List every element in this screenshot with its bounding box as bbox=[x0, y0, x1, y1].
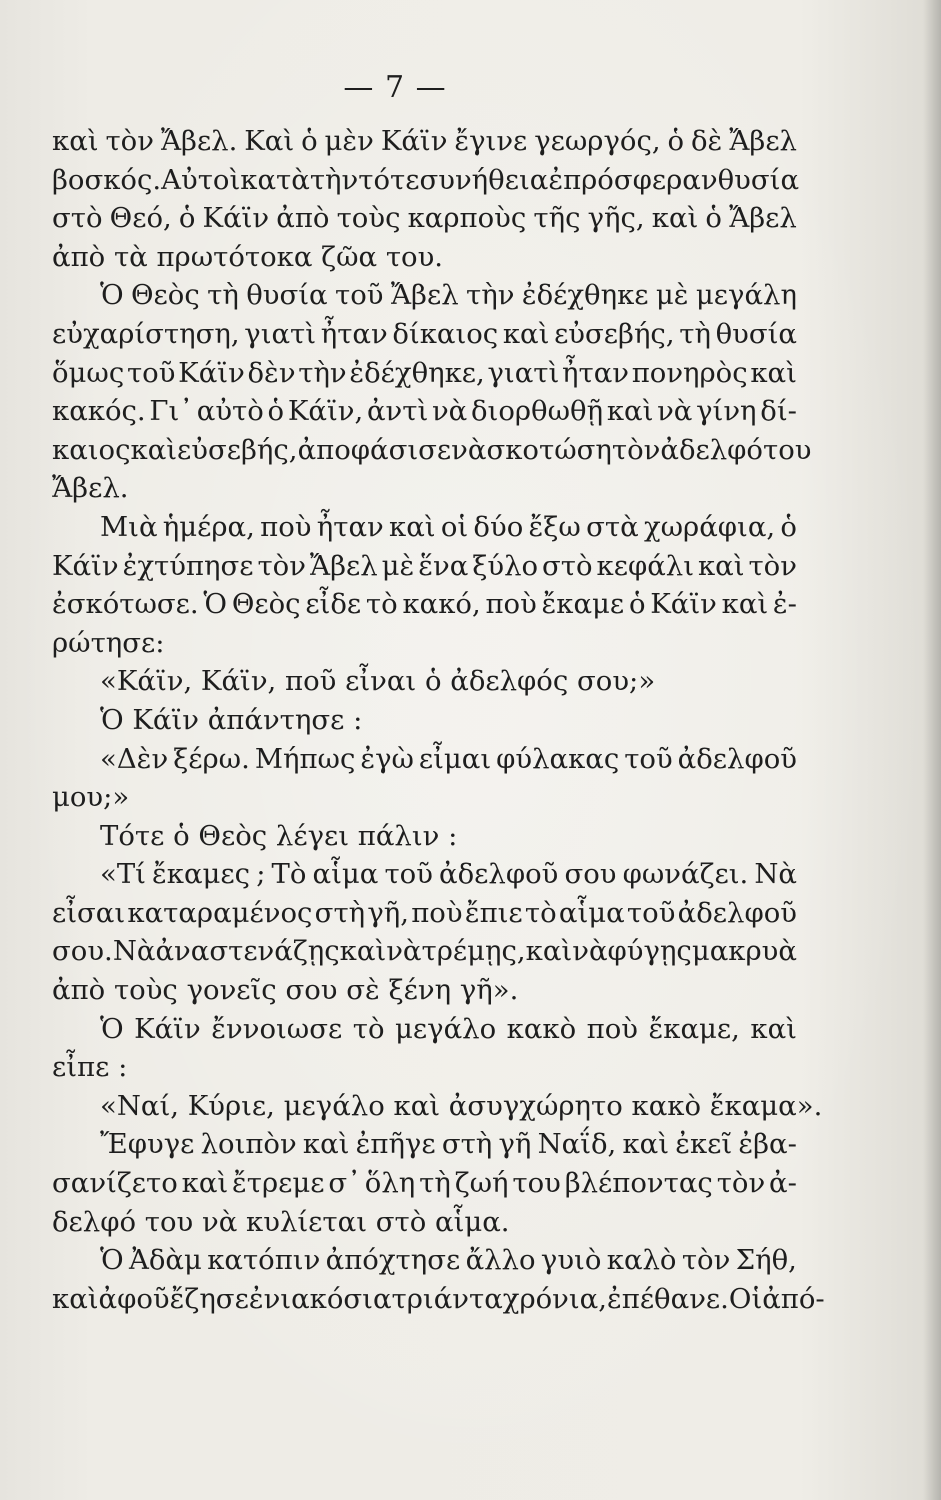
word: τριάντα bbox=[391, 1282, 503, 1315]
text-line-content: ἀπὸ τοὺς γονεῖς σου σὲ ξένη γῆ». bbox=[52, 974, 519, 1007]
word: Νὰ bbox=[754, 858, 797, 891]
page-edge-shadow bbox=[923, 0, 941, 1500]
word: καὶ bbox=[721, 588, 769, 621]
word: ἐπῆγε bbox=[355, 1128, 436, 1161]
word: Κάϊν bbox=[650, 588, 717, 621]
word: τὸν bbox=[257, 549, 306, 582]
word: ἀπὸ bbox=[276, 202, 330, 235]
word: Νὰ bbox=[112, 935, 156, 968]
word: ἐβα- bbox=[738, 1128, 797, 1161]
word: φωνάζει. bbox=[622, 858, 749, 891]
text-line bbox=[52, 1164, 797, 1203]
word: Κάϊν bbox=[178, 356, 245, 389]
word: Κάϊν bbox=[202, 202, 270, 235]
word: καὶ bbox=[181, 1167, 229, 1200]
word: νὰ bbox=[572, 935, 608, 968]
word: σκοτώση bbox=[486, 433, 612, 466]
word: γυιὸ bbox=[540, 1244, 602, 1277]
text-line bbox=[52, 1048, 797, 1087]
word: ἔπιε bbox=[464, 896, 523, 929]
word: ἀδελφοῦ bbox=[677, 896, 797, 929]
word: Αὐτοὶ bbox=[161, 163, 241, 196]
word: Μιὰ bbox=[100, 510, 158, 543]
word: Θεό, bbox=[109, 202, 172, 235]
word: ἔζησε bbox=[169, 1282, 249, 1315]
word: ἀδελφοῦ bbox=[439, 858, 559, 891]
text-line bbox=[52, 1010, 797, 1049]
text-line bbox=[52, 122, 797, 161]
word: ; bbox=[256, 858, 266, 891]
word: του bbox=[763, 433, 812, 466]
word: καὶ bbox=[651, 202, 699, 235]
word: ἐ- bbox=[772, 588, 797, 621]
text-line-content: ρώτησε: bbox=[52, 626, 165, 659]
word: «Τί bbox=[100, 858, 146, 891]
word: ἐνιακόσια bbox=[248, 1282, 392, 1315]
text-line bbox=[52, 585, 797, 624]
word: ἔκαμε, bbox=[648, 1012, 740, 1045]
word: ἐχτύπησε bbox=[122, 549, 254, 582]
word: μὲ bbox=[655, 279, 689, 312]
text-line bbox=[52, 238, 797, 277]
word: ἕνα bbox=[418, 549, 469, 582]
word: τρέμῃς, bbox=[421, 935, 526, 968]
word: ξύλο bbox=[472, 549, 539, 582]
text-line bbox=[52, 971, 797, 1010]
word: εὐσεβής, bbox=[554, 317, 675, 350]
word: καὶ bbox=[52, 1282, 99, 1315]
word: συνήθεια bbox=[419, 163, 549, 196]
word: Κάϊν bbox=[134, 1012, 201, 1045]
word: ποὺ bbox=[485, 588, 537, 621]
text-line-content: «Κάϊν, Κάϊν, ποῦ εἶναι ὁ ἀδελφός σου;» bbox=[100, 665, 656, 698]
word: ἦταν bbox=[316, 510, 384, 543]
word: καὶ bbox=[697, 549, 745, 582]
word: καὶ bbox=[502, 317, 550, 350]
word: ἀντὶ bbox=[366, 395, 429, 428]
word: ἔκαμε bbox=[541, 588, 625, 621]
word: Μήπως bbox=[254, 742, 356, 775]
word: καὶ bbox=[606, 395, 654, 428]
word: καιος bbox=[52, 433, 131, 466]
word: ἐδέχθηκε bbox=[521, 279, 649, 312]
word: γῆ, bbox=[367, 896, 410, 929]
text-line-content: Ὁ Κάϊν ἀπάντησε : bbox=[100, 703, 363, 736]
word: τὴ bbox=[419, 1167, 451, 1200]
word: Κάϊν bbox=[380, 125, 448, 157]
word: στὴ bbox=[441, 1128, 493, 1161]
word: ὁ bbox=[705, 202, 722, 235]
word: γίνη bbox=[696, 395, 757, 428]
word: γεωργός, bbox=[534, 125, 661, 157]
word: κακὸ bbox=[506, 1012, 577, 1045]
word: τὴν bbox=[309, 163, 359, 196]
word: στὸ bbox=[52, 202, 103, 235]
word: γῆ bbox=[498, 1128, 532, 1161]
word: τὸν bbox=[105, 125, 154, 157]
text-line bbox=[52, 624, 797, 663]
word: χωράφια, bbox=[643, 510, 776, 543]
text-line bbox=[52, 932, 797, 971]
word: δὲ bbox=[691, 125, 723, 157]
word: Θεὸς bbox=[231, 588, 301, 621]
word: τὸν bbox=[611, 433, 661, 466]
text-line bbox=[52, 199, 797, 238]
word: κεφάλι bbox=[596, 549, 695, 582]
word: καὶ bbox=[302, 1128, 350, 1161]
word: τῆς bbox=[533, 202, 581, 235]
word: νὰ bbox=[431, 395, 468, 428]
text-line-content: Τότε ὁ Θεὸς λέγει πάλιν : bbox=[100, 819, 458, 852]
text-line-content: «Ναί, Κύριε, μεγάλο καὶ ἀσυγχώρητο κακὸ ἔκαμα». bbox=[100, 1089, 823, 1122]
word: ἔγινε bbox=[454, 125, 528, 157]
word: αὐτὸ bbox=[196, 395, 264, 428]
text-line bbox=[52, 431, 812, 470]
text-line bbox=[52, 778, 797, 817]
word: ἀποφάσισε bbox=[297, 433, 452, 466]
text-line-content: Ἄβελ. bbox=[52, 472, 129, 505]
word: στὰ bbox=[586, 510, 639, 543]
word: βλέποντας bbox=[564, 1167, 713, 1200]
word: ἔτρεμε bbox=[232, 1167, 325, 1200]
word: θυσία bbox=[717, 163, 800, 196]
word: Γι᾽ bbox=[149, 395, 194, 428]
word: φύγῃς bbox=[607, 935, 692, 968]
word: ἐπέθανε. bbox=[606, 1282, 729, 1315]
word: γιατὶ bbox=[487, 356, 560, 389]
word: τοῦ bbox=[624, 742, 673, 775]
word: φύλακας bbox=[496, 742, 620, 775]
word: μὲ bbox=[381, 549, 415, 582]
text-line bbox=[52, 1125, 797, 1164]
text-line-content: δελφό του νὰ κυλίεται στὸ αἷμα. bbox=[52, 1205, 510, 1238]
word: Ἄβελ bbox=[729, 125, 797, 157]
word: καὶ bbox=[525, 935, 573, 968]
word: ἀδελφοῦ bbox=[677, 742, 797, 775]
word: Ὁ bbox=[100, 1012, 124, 1045]
word: τὸ bbox=[524, 896, 557, 929]
word: ποὺ bbox=[260, 510, 312, 543]
word: τὸν bbox=[748, 549, 797, 582]
word: βοσκός. bbox=[52, 163, 162, 196]
word: εἶδε bbox=[305, 588, 362, 621]
word: καὶ bbox=[389, 510, 436, 543]
word: ὁ bbox=[780, 510, 797, 543]
word: ἡμέρα, bbox=[162, 510, 255, 543]
text-line bbox=[52, 547, 797, 586]
word: ἀδελφό bbox=[660, 433, 763, 466]
word: ὁ bbox=[178, 202, 196, 235]
word: Θεὸς bbox=[131, 279, 200, 312]
word: Ἄβελ bbox=[729, 202, 797, 235]
word: κακός. bbox=[52, 395, 146, 428]
word: θυσία bbox=[246, 279, 328, 312]
word: ἦταν bbox=[320, 317, 388, 350]
word: δὲν bbox=[247, 356, 296, 389]
text-line bbox=[52, 817, 797, 856]
word: μακρυὰ bbox=[691, 935, 797, 968]
word: ἀ- bbox=[769, 1167, 797, 1200]
text-line bbox=[52, 1203, 797, 1242]
word: ποὺ bbox=[411, 896, 463, 929]
word: Ὁ bbox=[100, 1244, 124, 1277]
word: κακό, bbox=[402, 588, 481, 621]
word: ὁ bbox=[301, 125, 318, 157]
word: δίκαιος bbox=[392, 317, 499, 350]
word: Σήθ, bbox=[735, 1244, 797, 1277]
word: τὴ bbox=[679, 317, 711, 350]
word: κατόπιν bbox=[207, 1244, 321, 1277]
word: «Δὲν bbox=[100, 742, 169, 775]
text-line bbox=[52, 1241, 797, 1280]
word: σου bbox=[564, 858, 617, 891]
text-line bbox=[52, 508, 797, 547]
word: ζωή bbox=[454, 1167, 509, 1200]
text-line bbox=[52, 1087, 823, 1126]
word: τοῦ bbox=[126, 356, 176, 389]
word: ἀπόχτησε bbox=[325, 1244, 461, 1277]
word: λοιπὸν bbox=[200, 1128, 297, 1161]
word: γιατὶ bbox=[244, 317, 317, 350]
word: χρόνια, bbox=[502, 1282, 607, 1315]
word: τοῦ bbox=[626, 896, 676, 929]
word: εἶμαι bbox=[418, 742, 492, 775]
text-line bbox=[52, 740, 797, 779]
word: τοῦ bbox=[384, 858, 433, 891]
word: ἐπρόσφεραν bbox=[548, 163, 718, 196]
text-line bbox=[52, 855, 797, 894]
word: τὸν bbox=[716, 1167, 766, 1200]
word: ἐκεῖ bbox=[675, 1128, 733, 1161]
text-line bbox=[52, 662, 797, 701]
body-text bbox=[52, 122, 825, 1318]
word: Οἱ bbox=[728, 1282, 763, 1315]
word: στὸ bbox=[542, 549, 593, 582]
word: ποὺ bbox=[586, 1012, 639, 1045]
word: οἱ bbox=[440, 510, 469, 543]
word: τὴ bbox=[207, 279, 239, 312]
word: τοῦ bbox=[335, 279, 384, 312]
page-number: — 7 — bbox=[343, 70, 447, 105]
word: νὰ bbox=[451, 433, 487, 466]
word: ἔννοιωσε bbox=[211, 1012, 343, 1045]
word: του bbox=[512, 1167, 561, 1200]
word: καὶ bbox=[52, 125, 99, 157]
word: ὁ bbox=[667, 125, 685, 157]
word: στὴ bbox=[314, 896, 366, 929]
word: ὅμως bbox=[52, 356, 125, 389]
word: τὴν bbox=[466, 279, 515, 312]
word: ἄλλο bbox=[465, 1244, 536, 1277]
text-line-content: εἶπε : bbox=[52, 1051, 128, 1084]
word: ἦταν bbox=[562, 356, 629, 389]
word: αἷμα bbox=[312, 858, 379, 891]
word: καὶ bbox=[622, 1128, 670, 1161]
word: ἀπό- bbox=[762, 1282, 825, 1315]
text-line bbox=[52, 392, 797, 431]
word: δί- bbox=[760, 395, 797, 428]
word: καὶ bbox=[339, 935, 387, 968]
word: μεγάλη bbox=[695, 279, 797, 312]
text-line bbox=[52, 701, 797, 740]
text-line bbox=[52, 161, 800, 200]
word: τότε bbox=[358, 163, 420, 196]
word: τὸν bbox=[681, 1244, 731, 1277]
word: Ὁ bbox=[100, 279, 124, 312]
word: ὅλη bbox=[364, 1167, 416, 1200]
word: σ᾽ bbox=[328, 1167, 361, 1200]
word: καὶ bbox=[130, 433, 178, 466]
text-line bbox=[52, 315, 797, 354]
word: ἔκαμες bbox=[152, 858, 251, 891]
text-line-content: μου;» bbox=[52, 781, 130, 814]
word: καρποὺς bbox=[407, 202, 527, 235]
word: Ἄβελ. bbox=[160, 125, 238, 157]
word: διορθωθῇ bbox=[471, 395, 604, 428]
word: Ἀδὰμ bbox=[128, 1244, 202, 1277]
word: αἷμα bbox=[558, 896, 625, 929]
word: πονηρὸς bbox=[631, 356, 748, 389]
word: εὐχαρίστηση, bbox=[52, 317, 240, 350]
word: ἔξω bbox=[528, 510, 581, 543]
word: ἐγὼ bbox=[360, 742, 414, 775]
word: σανίζετο bbox=[52, 1167, 178, 1200]
text-line bbox=[52, 469, 797, 508]
word: δύο bbox=[473, 510, 524, 543]
word: καταραμένος bbox=[127, 896, 313, 929]
text-line-content: ἀπὸ τὰ πρωτότοκα ζῶα του. bbox=[52, 240, 444, 273]
word: θυσία bbox=[715, 317, 797, 350]
word: Καὶ bbox=[244, 125, 295, 157]
word: ἀφοῦ bbox=[98, 1282, 170, 1315]
word: καλὸ bbox=[606, 1244, 677, 1277]
word: Ἔφυγε bbox=[100, 1128, 195, 1161]
word: μεγάλο bbox=[395, 1012, 497, 1045]
word: τοὺς bbox=[336, 202, 401, 235]
word: ἐδέχθηκε, bbox=[349, 356, 485, 389]
text-line bbox=[52, 354, 797, 393]
word: εἶσαι bbox=[52, 896, 126, 929]
word: ξέρω. bbox=[173, 742, 250, 775]
word: Ναΐδ, bbox=[537, 1128, 617, 1161]
word: καὶ bbox=[750, 1012, 797, 1045]
word: τὴν bbox=[298, 356, 347, 389]
word: τὸ bbox=[365, 588, 398, 621]
word: Κάϊν, bbox=[287, 395, 364, 428]
word: κατὰ bbox=[240, 163, 310, 196]
word: καὶ bbox=[750, 356, 797, 389]
word: νὰ bbox=[386, 935, 422, 968]
word: ὁ bbox=[628, 588, 646, 621]
word: Τὸ bbox=[271, 858, 307, 891]
word: ἀναστενάζῃς bbox=[155, 935, 340, 968]
word: τὸ bbox=[352, 1012, 385, 1045]
word: Ἄβελ bbox=[390, 279, 459, 312]
text-line bbox=[52, 894, 797, 933]
word: ὁ bbox=[267, 395, 285, 428]
text-line bbox=[52, 1280, 825, 1319]
word: σου. bbox=[52, 935, 113, 968]
word: ἐσκότωσε. bbox=[52, 588, 199, 621]
word: Κάϊν bbox=[52, 549, 119, 582]
word: μὲν bbox=[324, 125, 374, 157]
word: εὐσεβής, bbox=[177, 433, 298, 466]
word: νὰ bbox=[657, 395, 693, 428]
text-line bbox=[52, 276, 797, 315]
word: Ὁ bbox=[203, 588, 228, 621]
word: Ἄβελ bbox=[309, 549, 378, 582]
word: γῆς, bbox=[587, 202, 645, 235]
